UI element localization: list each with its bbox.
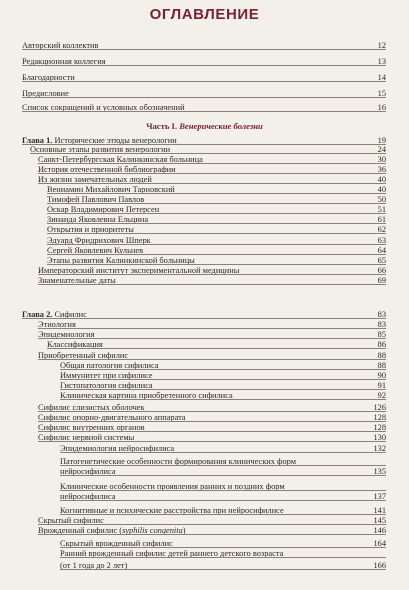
toc-entry-page: 90 bbox=[377, 371, 386, 380]
toc-entry-text: Скрытый врожденный сифилис bbox=[60, 539, 173, 548]
toc-entry-text: (от 1 года до 2 лет) bbox=[60, 561, 128, 570]
leader-line bbox=[38, 534, 386, 535]
toc-entry-text: Список сокращений и условных обозначений bbox=[22, 103, 185, 112]
part-heading bbox=[0, 120, 409, 132]
toc-entry-page: 128 bbox=[373, 423, 386, 432]
toc-entry-text: Сифилис слизистых оболочек bbox=[38, 403, 145, 412]
toc-entry-text: Благодарности bbox=[22, 73, 75, 82]
part-label: Часть I. bbox=[146, 121, 178, 131]
toc-entry-page: 69 bbox=[377, 276, 386, 285]
toc-entry-text: Гистопатология сифилиса bbox=[60, 381, 153, 390]
toc-entry-page: 66 bbox=[377, 266, 386, 275]
toc-entry-text: Эпидемиология нейросифилиса bbox=[60, 444, 175, 453]
toc-entry-text: Скрытый сифилис bbox=[38, 516, 104, 525]
toc-entry-page: 146 bbox=[373, 526, 386, 535]
toc-entry-page: 19 bbox=[377, 136, 386, 145]
toc-entry bbox=[0, 443, 409, 454]
toc-entry-page: 40 bbox=[377, 175, 386, 184]
leader-line bbox=[60, 399, 386, 400]
toc-entry-page: 36 bbox=[377, 165, 386, 174]
toc-entry-page: 91 bbox=[377, 381, 386, 390]
toc-entry-text: Этиология bbox=[38, 320, 76, 329]
toc-entry-text: Зинаида Яковлевна Ельцина bbox=[47, 215, 149, 224]
toc-entry-page: 13 bbox=[377, 57, 386, 66]
leader-line bbox=[38, 284, 386, 285]
toc-entry-text: Предисловие bbox=[22, 89, 69, 98]
toc-entry-page: 16 bbox=[377, 103, 386, 112]
chapter-title: Сифилис bbox=[52, 310, 87, 319]
toc-entry-page: 61 bbox=[377, 215, 386, 224]
toc-entry-page: 64 bbox=[377, 246, 386, 255]
toc-entry bbox=[0, 560, 409, 571]
toc-entry-text: Эдуард Фридрихович Шперк bbox=[47, 236, 151, 245]
toc-entry-page: 40 bbox=[377, 185, 386, 194]
toc-entry bbox=[0, 548, 409, 559]
toc-entry-text: Вениамин Михайлович Тарновский bbox=[47, 185, 175, 194]
toc-entry-page: 24 bbox=[377, 145, 386, 154]
toc-entry-text: Авторский коллектив bbox=[22, 41, 99, 50]
toc-entry-text: Ранний врожденный сифилис детей раннего детского возраста bbox=[60, 549, 284, 558]
toc-entry-text: нейросифилиса bbox=[60, 467, 116, 476]
toc-entry bbox=[0, 88, 409, 99]
toc-entry bbox=[0, 275, 409, 286]
toc-entry-text: Из жизни замечательных людей bbox=[38, 175, 152, 184]
toc-entry-page: 12 bbox=[377, 41, 386, 50]
toc-entry-text: Патогенетические особенности формирования клинических форм bbox=[60, 457, 297, 466]
toc-entry-text: Приобретенный сифилис bbox=[38, 351, 129, 360]
leader-line bbox=[47, 348, 386, 349]
toc-entry bbox=[0, 339, 409, 350]
toc-entry-latin: syphilis congenita bbox=[122, 526, 183, 535]
leader-line bbox=[60, 452, 386, 453]
toc-entry-text: Тимофей Павлович Павлов bbox=[47, 195, 145, 204]
toc-entry bbox=[0, 40, 409, 51]
toc-entry-page: 51 bbox=[377, 205, 386, 214]
toc-entry-text: Когнитивные и психические расстройства при нейросифилисе bbox=[60, 506, 284, 515]
toc-entry-text: Основные этапы развития венерологии bbox=[30, 145, 171, 154]
toc-entry-page: 141 bbox=[373, 506, 386, 515]
toc-entry-text: Иммунитет при сифилисе bbox=[60, 371, 153, 380]
toc-entry-page: 63 bbox=[377, 236, 386, 245]
toc-entry bbox=[0, 525, 409, 536]
toc-entry-page: 135 bbox=[373, 467, 386, 476]
toc-entry bbox=[0, 56, 409, 67]
chapter-title: Исторические этюды венерологии bbox=[52, 136, 177, 145]
toc-entry-page: 83 bbox=[377, 320, 386, 329]
toc-entry-page: 65 bbox=[377, 256, 386, 265]
toc-entry-text: Врожденный сифилис ( bbox=[38, 526, 123, 535]
toc-entry-page: 86 bbox=[377, 340, 386, 349]
leader-line bbox=[38, 441, 386, 442]
toc-entry-text: Клинические особенности проявления ранних и поздних форм bbox=[60, 482, 285, 491]
toc-entry-page: 132 bbox=[373, 444, 386, 453]
toc-entry-text: Оскар Владимирович Петерсен bbox=[47, 205, 160, 214]
toc-entry-page: 14 bbox=[377, 73, 386, 82]
toc-entry-page: 88 bbox=[377, 361, 386, 370]
toc-entry-tail: ) bbox=[182, 526, 186, 535]
toc-entry bbox=[0, 72, 409, 83]
toc-entry bbox=[0, 491, 409, 502]
toc-entry-page: 166 bbox=[373, 561, 386, 570]
toc-entry-text: Знаменательные даты bbox=[38, 276, 116, 285]
toc-entry-page: 130 bbox=[373, 433, 386, 442]
toc-entry-text: Сифилис опорно-двигательного аппарата bbox=[38, 413, 186, 422]
toc-entry-text: Редакционная коллегия bbox=[22, 57, 106, 66]
leader-line bbox=[22, 49, 386, 50]
toc-entry-text: Клиническая картина приобретенного сифилиса bbox=[60, 391, 233, 400]
toc-entry-text: Эпидемиология bbox=[38, 330, 95, 339]
chapter-number: Глава 2. bbox=[22, 310, 53, 319]
toc-entry-page: 126 bbox=[373, 403, 386, 412]
toc-entry-page: 128 bbox=[373, 413, 386, 422]
toc-entry-page: 88 bbox=[377, 351, 386, 360]
toc-entry-text: История отечественной библиографии bbox=[38, 165, 176, 174]
chapter-number: Глава 1. bbox=[22, 136, 53, 145]
toc-entry-text: Сергей Яковлевич Кульнев bbox=[47, 246, 144, 255]
toc-entry-page: 145 bbox=[373, 516, 386, 525]
toc-entry-text: Императорский институт экспериментальной медицины bbox=[38, 266, 240, 275]
leader-line bbox=[22, 81, 386, 82]
leader-line bbox=[60, 500, 386, 501]
toc-entry-page: 137 bbox=[373, 492, 386, 501]
toc-entry bbox=[0, 432, 409, 443]
toc-entry-page: 50 bbox=[377, 195, 386, 204]
toc-entry-text: Сифилис внутренних органов bbox=[38, 423, 145, 432]
toc-entry-text: Этапы развития Калинкинской больницы bbox=[47, 256, 195, 265]
toc-entry-page: 164 bbox=[373, 539, 386, 548]
toc-entry-text: Классификация bbox=[47, 340, 103, 349]
toc-entry-page: 62 bbox=[377, 225, 386, 234]
leader-line bbox=[60, 557, 386, 558]
leader-line bbox=[60, 475, 386, 476]
toc-entry-text: Общая патология сифилиса bbox=[60, 361, 159, 370]
toc-entry bbox=[0, 224, 409, 235]
toc-entry-page: 92 bbox=[377, 391, 386, 400]
toc-entry-page: 85 bbox=[377, 330, 386, 339]
toc-entry bbox=[0, 102, 409, 113]
leader-line bbox=[22, 97, 386, 98]
toc-entry-text: Открытия и приоритеты bbox=[47, 225, 134, 234]
leader-line bbox=[22, 65, 386, 66]
part-title: Венерические болезни bbox=[179, 121, 263, 131]
toc-entry bbox=[0, 390, 409, 401]
toc-entry-page: 30 bbox=[377, 155, 386, 164]
toc-entry-text: Сифилис нервной системы bbox=[38, 433, 135, 442]
toc-entry-text: нейросифилиса bbox=[60, 492, 116, 501]
leader-line bbox=[60, 569, 386, 570]
page-title: ОГЛАВЛЕНИЕ bbox=[149, 6, 260, 23]
toc-entry-text: Санкт-Петербургская Калинкинская больница bbox=[38, 155, 203, 164]
toc-entry-page: 83 bbox=[377, 310, 386, 319]
leader-line bbox=[47, 233, 386, 234]
leader-line bbox=[22, 111, 386, 112]
toc-entry bbox=[0, 466, 409, 477]
toc-entry-page: 15 bbox=[377, 89, 386, 98]
